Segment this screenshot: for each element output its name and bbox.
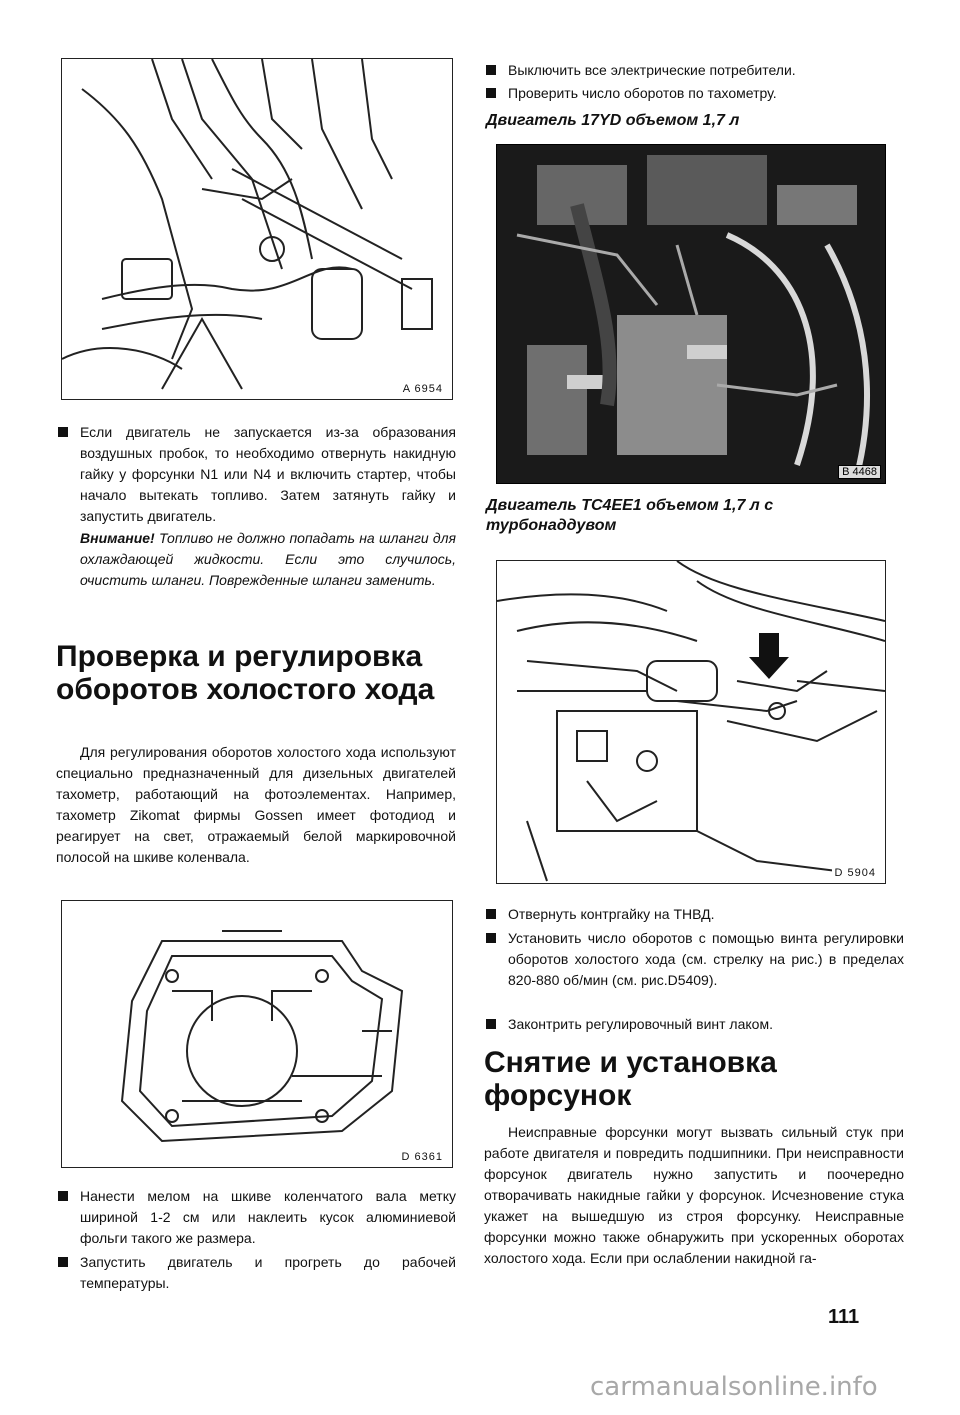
figure-code: D 5904: [832, 867, 879, 879]
engine-photo-illustration: [497, 145, 885, 483]
bullet-text: Нанести мелом на шкиве коленчатого вала метку шириной 1-2 см или наклеить кусок алюминиевой фольги такого же размера.: [80, 1188, 456, 1246]
photo-engine-17yd: [496, 144, 886, 484]
bullet-text: Проверить число оборотов по тахометру.: [508, 85, 777, 101]
bullet-set-rpm: [484, 928, 904, 991]
injector-wrench-illustration: [62, 59, 452, 399]
arrow-indicator: [749, 633, 789, 679]
page-number: 111: [828, 1306, 860, 1328]
figure-code: D 6361: [399, 1151, 446, 1163]
bullet-text: Установить число оборотов с помощью винта регулировки оборотов холостого хода (см. стрелку на рис.) в пределах 820-880 об/мин (см. рис.D5409).: [508, 930, 904, 988]
oil-pan-illustration: [62, 901, 452, 1167]
bullet-text: Отвернуть контргайку на ТНВД.: [508, 906, 715, 922]
bullet-chalk-mark: [56, 1186, 456, 1249]
photo-code: B 4468: [838, 465, 881, 479]
idle-screw-illustration: [497, 561, 885, 883]
heading-injectors: Снятие и установка форсунок: [484, 1046, 777, 1112]
paragraph-injectors: [484, 1122, 904, 1269]
bullet-text: Если двигатель не запускается из-за образования воздушных пробок, то необходимо отвернуть накидную гайку у форсунки N1 или N4 и включить стартер, чтобы начало вытекать топливо. Затем затянуть гайку и запустить двигатель.: [80, 424, 456, 524]
paragraph-text: Для регулирования оборотов холостого хода используют специально предназначенный для дизельных двигателей тахометр, работающий на фотоэлементах. Например, тахометр Zikomat фирмы Gossen имеет фотодиод и реагирует на свет, отражаемый белой маркировочной полосой на шкиве коленвала.: [56, 744, 456, 865]
bullet-text: Законтрить регулировочный винт лаком.: [508, 1016, 773, 1032]
watermark: carmanualsonline.info: [590, 1372, 878, 1402]
caption-tc4ee1: Двигатель TC4EE1 объемом 1,7 л с турбонаддувом: [486, 497, 774, 534]
figure-idle-screw: [496, 560, 886, 884]
bullet-text: Запустить двигатель и прогреть до рабочей температуры.: [80, 1254, 456, 1291]
heading-idle-speed: Проверка и регулировка оборотов холостого хода: [56, 640, 435, 706]
figure-oil-pan: [61, 900, 453, 1168]
paragraph-text: Неисправные форсунки могут вызвать сильный стук при работе двигателя и повредить подшипники. При неисправности форсунок двигатель нужно запустить и поочередно отворачивать накидные гайки у форсунок. Исчезновение стука укажет на вышедшую из строя форсунку. Неисправные форсунки можно также обнаружить при ускоренных оборотах холостого хода. Если при ослаблении накидной га-: [484, 1124, 904, 1266]
bullet-warm-up: [56, 1252, 456, 1294]
bullet-check-rpm: [484, 83, 904, 104]
figure-code: A 6954: [400, 383, 446, 395]
caption-17yd: Двигатель 17YD объемом 1,7 л: [486, 112, 740, 129]
attention-note: [80, 528, 456, 591]
bullet-locknut: [484, 904, 904, 925]
bullet-disable-consumers: [484, 60, 904, 81]
bullet-lacquer: [484, 1014, 904, 1035]
bullet-text: Выключить все электрические потребители.: [508, 62, 796, 78]
figure-injector-wrench: [61, 58, 453, 400]
attention-label: Внимание!: [80, 530, 155, 546]
bullet-airlock: [56, 422, 456, 527]
paragraph-tachometer: [56, 742, 456, 868]
attention-text: Топливо не должно попадать на шланги для охлаждающей жидкости. Если это случилось, очистить шланги. Поврежденные шланги заменить.: [80, 530, 456, 588]
